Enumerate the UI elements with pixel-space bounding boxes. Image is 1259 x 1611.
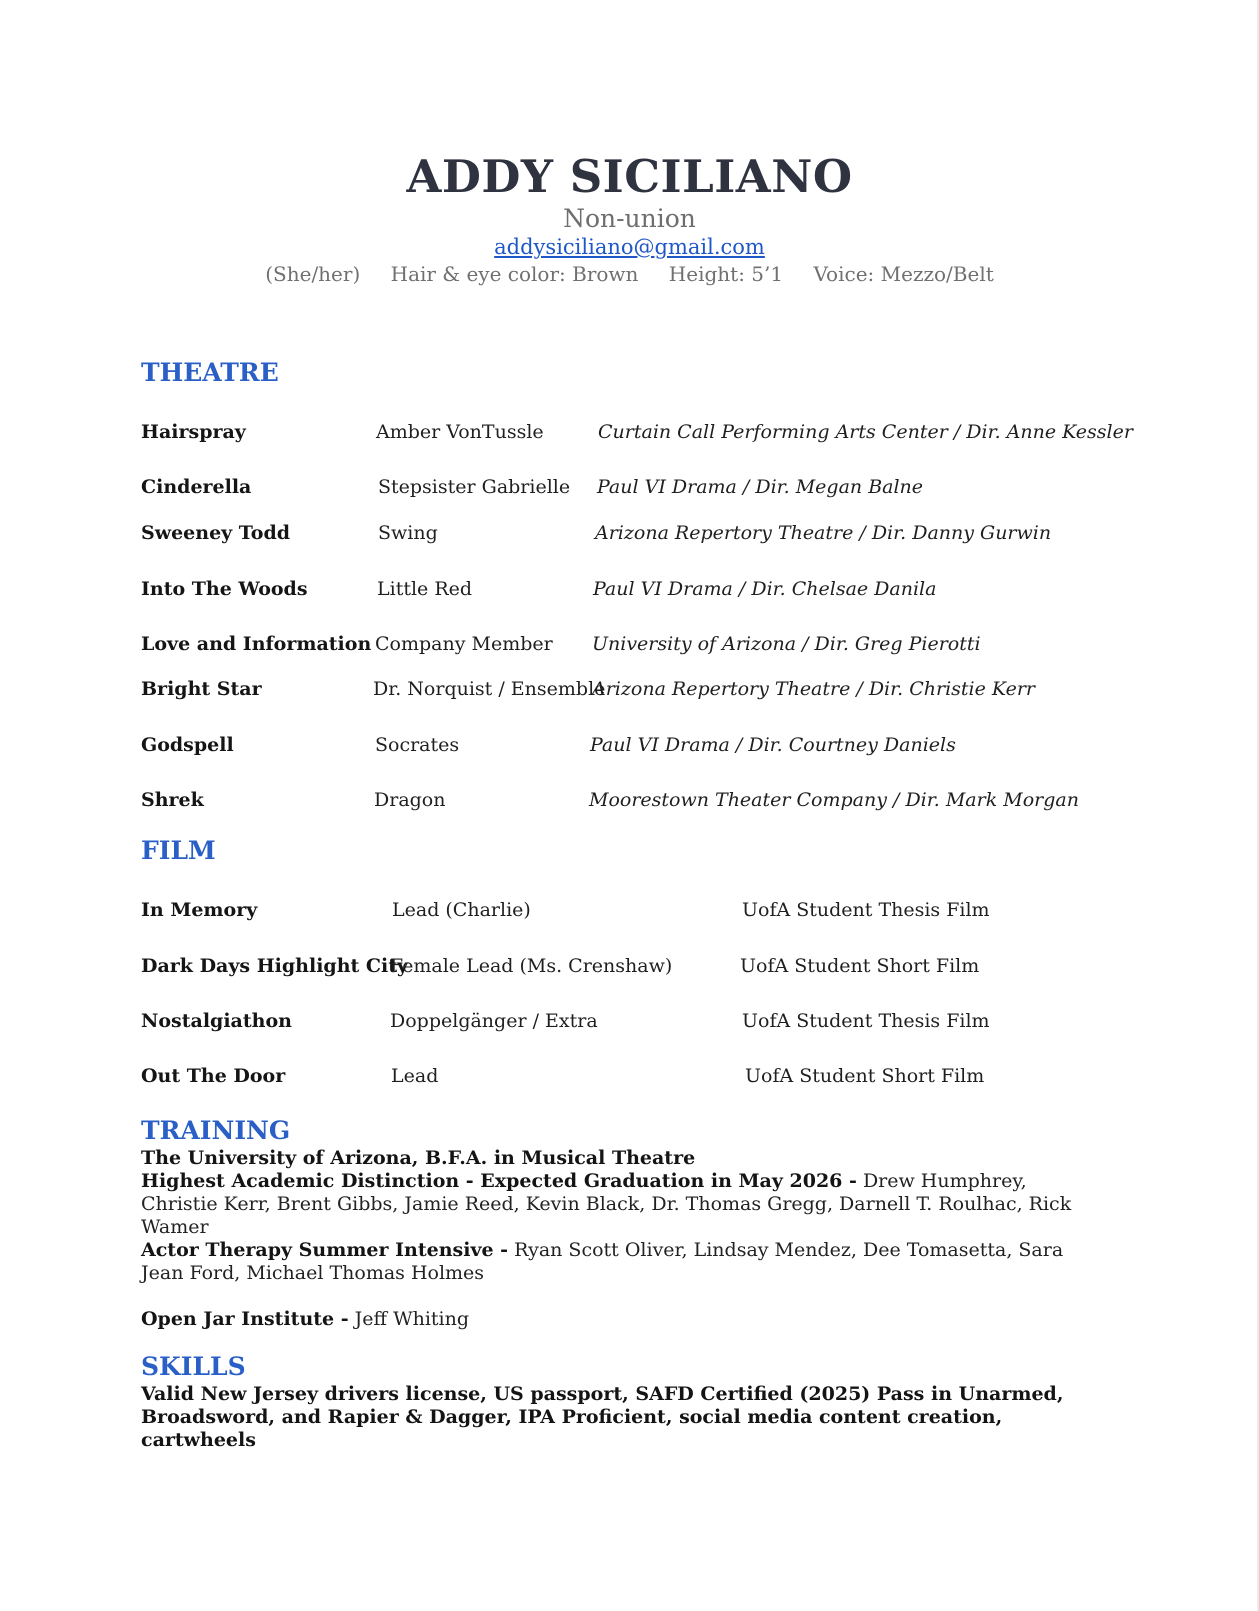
intensive-teachers: Ryan Scott Oliver, Lindsay Mendez, Dee Tomasetta, Sara Jean Ford, Michael Thomas Holmes xyxy=(141,1239,1064,1284)
university-degree: The University of Arizona, B.F.A. in Musical Theatre xyxy=(141,1147,696,1169)
theatre-row xyxy=(0,522,1259,552)
show-title: Bright Star xyxy=(141,678,262,700)
company: Paul VI Drama / Dir. Megan Balne xyxy=(597,476,924,498)
actor-name: ADDY SICILIANO xyxy=(406,150,853,203)
academic-distinction: Highest Academic Distinction - Expected Graduation in May 2026 - xyxy=(141,1170,857,1192)
intensive-name: Actor Therapy Summer Intensive - xyxy=(141,1239,509,1261)
role: Doppelgänger / Extra xyxy=(390,1010,598,1032)
film-row xyxy=(0,1065,1259,1095)
theatre-row xyxy=(0,578,1259,608)
theatre-heading: THEATRE xyxy=(141,358,279,387)
show-title: Love and Information xyxy=(141,633,372,655)
show-title: Into The Woods xyxy=(141,578,308,600)
university-teachers: Drew Humphrey, Christie Kerr, Brent Gibbs, Jamie Reed, Kevin Black, Dr. Thomas Gregg, Darnell T. Roulhac, Rick Wamer xyxy=(141,1170,1072,1238)
role: Lead (Charlie) xyxy=(392,899,531,921)
film-row xyxy=(0,1010,1259,1040)
theatre-row xyxy=(0,678,1259,708)
role: Company Member xyxy=(375,633,553,655)
theatre-row xyxy=(0,421,1259,451)
email-link[interactable]: addysiciliano@gmail.com xyxy=(494,235,765,259)
show-title: Sweeney Todd xyxy=(141,522,291,544)
film-title: Nostalgiathon xyxy=(141,1010,292,1032)
role: Lead xyxy=(391,1065,439,1087)
film-heading: FILM xyxy=(141,836,216,865)
skills-text: Valid New Jersey drivers license, US passport, SAFD Certified (2025) Pass in Unarmed, Broadsword, and Rapier & Dagger, IPA Proficient, social media content creation, cartwheels xyxy=(141,1383,1064,1451)
production: UofA Student Thesis Film xyxy=(742,899,990,921)
institute-name: Open Jar Institute - xyxy=(141,1308,349,1330)
training-institute xyxy=(141,1308,1101,1331)
company: Moorestown Theater Company / Dir. Mark Morgan xyxy=(589,789,1079,811)
theatre-row xyxy=(0,734,1259,764)
union-status: Non-union xyxy=(563,204,696,233)
pronouns: (She/her) xyxy=(265,262,361,286)
company: Paul VI Drama / Dir. Chelsae Danila xyxy=(593,578,937,600)
role: Amber VonTussle xyxy=(376,421,544,443)
role: Dr. Norquist / Ensemble xyxy=(373,678,606,700)
company: Arizona Repertory Theatre / Dir. Danny Gurwin xyxy=(595,522,1052,544)
show-title: Hairspray xyxy=(141,421,246,443)
film-row xyxy=(0,899,1259,929)
role: Stepsister Gabrielle xyxy=(378,476,571,498)
production: UofA Student Short Film xyxy=(740,955,980,977)
show-title: Godspell xyxy=(141,734,234,756)
skills-list xyxy=(141,1383,1101,1452)
film-title: In Memory xyxy=(141,899,258,921)
company: Curtain Call Performing Arts Center / Dir. Anne Kessler xyxy=(598,421,1133,443)
show-title: Shrek xyxy=(141,789,204,811)
role: Swing xyxy=(378,522,438,544)
training-heading: TRAINING xyxy=(141,1116,291,1145)
role: Female Lead (Ms. Crenshaw) xyxy=(390,955,673,977)
film-row xyxy=(0,955,1259,985)
skills-heading: SKILLS xyxy=(141,1352,246,1381)
theatre-row xyxy=(0,789,1259,819)
film-title: Out The Door xyxy=(141,1065,286,1087)
company: Paul VI Drama / Dir. Courtney Daniels xyxy=(590,734,956,756)
production: UofA Student Thesis Film xyxy=(742,1010,990,1032)
role: Little Red xyxy=(377,578,473,600)
production: UofA Student Short Film xyxy=(745,1065,985,1087)
actor-stats xyxy=(0,262,1259,286)
show-title: Cinderella xyxy=(141,476,252,498)
role: Dragon xyxy=(374,789,446,811)
theatre-row xyxy=(0,476,1259,506)
training-intensive xyxy=(141,1239,1101,1285)
company: Arizona Repertory Theatre / Dir. Christie Kerr xyxy=(592,678,1035,700)
training-university xyxy=(141,1147,1101,1239)
institute-teachers: Jeff Whiting xyxy=(348,1308,470,1330)
company: University of Arizona / Dir. Greg Pierotti xyxy=(592,633,981,655)
film-title: Dark Days Highlight City xyxy=(141,955,409,977)
hair-eye-color: Hair & eye color: Brown xyxy=(390,262,639,286)
height: Height: 5’1 xyxy=(668,262,784,286)
theatre-row xyxy=(0,633,1259,663)
voice-type: Voice: Mezzo/Belt xyxy=(813,262,994,286)
role: Socrates xyxy=(375,734,460,756)
